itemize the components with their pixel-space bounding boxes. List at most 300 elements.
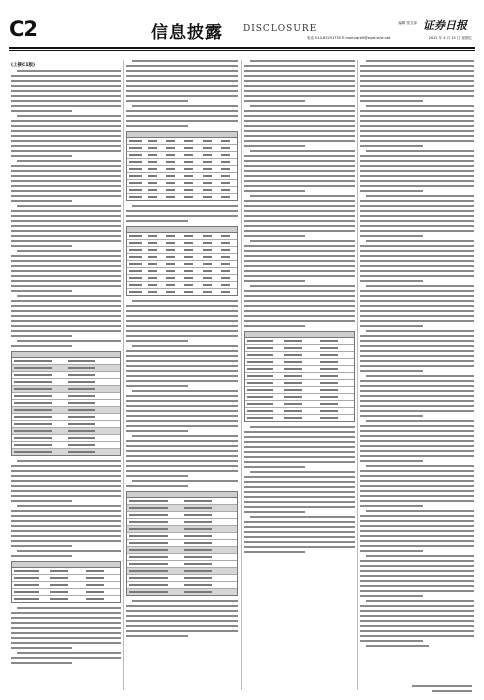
text-line <box>360 355 474 357</box>
text-line <box>366 60 474 62</box>
text-line <box>11 662 72 664</box>
table-row <box>127 138 237 145</box>
text-line <box>360 295 474 297</box>
table-row <box>127 145 237 152</box>
table-row <box>12 379 120 386</box>
table-cell <box>129 591 168 593</box>
text-line <box>126 485 188 487</box>
text-line <box>126 95 238 97</box>
table-cell <box>320 368 338 370</box>
table-cell <box>247 389 272 391</box>
text-line <box>11 105 121 107</box>
text-line <box>244 140 355 142</box>
text-line <box>244 190 305 192</box>
text-line <box>360 210 474 212</box>
table-cell <box>14 577 39 579</box>
text-line <box>360 390 474 392</box>
table-cell <box>284 403 302 405</box>
text-line <box>360 85 474 87</box>
table-cell <box>184 147 193 149</box>
text-line <box>244 310 355 312</box>
table-row <box>245 408 354 415</box>
text-line <box>11 170 121 172</box>
text-line <box>250 150 355 152</box>
text-line <box>17 550 121 552</box>
table-cell <box>320 361 338 363</box>
text-line <box>360 635 474 637</box>
text-line <box>17 250 121 252</box>
table-cell <box>14 360 52 362</box>
table-cell <box>247 396 272 398</box>
text-line <box>126 70 238 72</box>
text-line <box>244 200 355 202</box>
text-line <box>11 100 121 102</box>
table-cell <box>148 182 157 184</box>
editor-line: 编辑 张玉萍 <box>398 21 417 25</box>
text-line <box>126 605 238 607</box>
text-line <box>126 365 238 367</box>
text-line <box>11 140 121 142</box>
text-line <box>244 215 355 217</box>
text-line <box>126 90 238 92</box>
table-cell <box>68 374 95 376</box>
table-cell <box>14 584 39 586</box>
table-cell <box>166 249 175 251</box>
table-cell <box>129 277 142 279</box>
text-line <box>132 105 238 107</box>
text-line <box>360 565 474 567</box>
table-cell <box>203 189 212 191</box>
table-row <box>12 596 120 602</box>
table-cell <box>284 396 302 398</box>
table-row <box>127 282 237 289</box>
table-row <box>12 386 120 393</box>
newspaper-logo: 证券日报 <box>423 19 467 32</box>
table-cell <box>184 175 193 177</box>
table-cell <box>184 563 212 565</box>
text-line <box>250 471 355 473</box>
table-cell <box>166 277 175 279</box>
text-line <box>126 630 238 632</box>
table-cell <box>221 235 230 237</box>
text-line <box>17 115 121 117</box>
table-cell <box>86 598 104 600</box>
table-cell <box>221 263 230 265</box>
text-line <box>360 550 423 552</box>
text-line <box>11 310 121 312</box>
text-line <box>360 410 474 412</box>
text-block <box>11 70 121 347</box>
table-cell <box>184 284 193 286</box>
table-row <box>127 275 237 282</box>
table-cell <box>166 189 175 191</box>
text-line <box>11 95 121 97</box>
table-cell <box>221 147 230 149</box>
table-row <box>127 533 237 540</box>
table-cell <box>68 423 95 425</box>
text-line <box>244 165 355 167</box>
column-divider <box>241 60 242 690</box>
text-line <box>360 220 474 222</box>
table-cell <box>221 189 230 191</box>
table-cell <box>86 570 104 572</box>
table-row <box>127 540 237 547</box>
text-line <box>360 225 474 227</box>
text-line <box>11 200 72 202</box>
text-line <box>366 555 474 557</box>
text-line <box>360 260 474 262</box>
text-line <box>11 280 121 282</box>
text-line <box>11 195 121 197</box>
text-line <box>360 155 474 157</box>
table-row <box>12 449 120 455</box>
table-cell <box>221 196 230 198</box>
table-row <box>12 372 120 379</box>
table-cell <box>184 263 193 265</box>
text-line <box>11 330 121 332</box>
table-cell <box>284 417 302 419</box>
text-block <box>244 60 355 327</box>
text-line <box>126 355 238 357</box>
text-line <box>360 70 474 72</box>
text-line <box>126 120 238 122</box>
text-line <box>360 115 474 117</box>
table-cell <box>129 235 142 237</box>
table-cell <box>166 140 175 142</box>
table-cell <box>203 270 212 272</box>
table-cell <box>320 410 338 412</box>
table-row <box>127 498 237 505</box>
table-cell <box>148 256 157 258</box>
table-cell <box>14 381 52 383</box>
text-line <box>360 395 474 397</box>
table-row <box>12 589 120 596</box>
text-line <box>360 400 474 402</box>
table-cell <box>50 584 68 586</box>
text-line <box>126 100 188 102</box>
text-line <box>244 275 355 277</box>
text-line <box>11 245 72 247</box>
article-column-2 <box>126 60 238 640</box>
text-line <box>366 195 474 197</box>
text-line <box>360 495 474 497</box>
text-line <box>244 235 305 237</box>
text-line <box>360 520 474 522</box>
text-line <box>11 525 121 527</box>
text-line <box>360 545 474 547</box>
table-cell <box>129 528 168 530</box>
text-line <box>366 420 474 422</box>
table-cell <box>184 189 193 191</box>
text-line <box>11 510 121 512</box>
table-cell <box>129 500 168 502</box>
text-line <box>244 436 355 438</box>
text-line <box>250 105 355 107</box>
table-row <box>127 554 237 561</box>
text-line <box>244 135 355 137</box>
text-line <box>132 600 238 602</box>
text-line <box>360 590 474 592</box>
text-line <box>11 617 121 619</box>
text-line <box>360 605 474 607</box>
table-cell <box>166 284 175 286</box>
table-row <box>12 393 120 400</box>
table-cell <box>203 140 212 142</box>
text-line <box>360 440 474 442</box>
table-cell <box>320 382 338 384</box>
table-cell <box>203 235 212 237</box>
text-line <box>11 325 121 327</box>
text-line <box>11 632 121 634</box>
table-cell <box>68 409 95 411</box>
table-row <box>127 519 237 526</box>
table-cell <box>129 161 142 163</box>
text-line <box>360 205 474 207</box>
table-cell <box>284 347 302 349</box>
text-line <box>11 130 121 132</box>
table-row <box>127 187 237 194</box>
table-cell <box>148 235 157 237</box>
text-line <box>360 360 474 362</box>
table-cell <box>14 388 52 390</box>
text-line <box>244 305 355 307</box>
table-cell <box>284 361 302 363</box>
table-cell <box>320 417 338 419</box>
table-cell <box>320 375 338 377</box>
text-line <box>11 320 121 322</box>
table-cell <box>14 451 52 453</box>
table-cell <box>129 563 168 565</box>
table-cell <box>129 577 168 579</box>
text-line <box>126 215 238 217</box>
table-cell <box>129 514 168 516</box>
table-cell <box>68 402 95 404</box>
table-cell <box>247 354 272 356</box>
table-row <box>127 289 237 295</box>
text-line <box>126 615 238 617</box>
text-line <box>11 135 121 137</box>
table-cell <box>14 598 39 600</box>
text-line <box>360 265 474 267</box>
text-line <box>360 455 474 457</box>
table-cell <box>166 161 175 163</box>
text-line <box>360 340 474 342</box>
table-cell <box>129 535 168 537</box>
text-line <box>244 461 355 463</box>
text-line <box>360 320 474 322</box>
text-line <box>250 60 355 62</box>
table-row <box>127 561 237 568</box>
text-line <box>11 150 121 152</box>
section-subtitle: DISCLOSURE <box>243 24 318 34</box>
text-line <box>126 635 188 637</box>
text-line <box>126 465 238 467</box>
masthead <box>9 13 475 47</box>
text-line <box>360 470 474 472</box>
table-cell <box>320 389 338 391</box>
text-line <box>126 360 238 362</box>
table-cell <box>166 175 175 177</box>
text-line <box>11 80 121 82</box>
text-line <box>11 540 121 542</box>
text-line <box>126 395 238 397</box>
table-cell <box>203 242 212 244</box>
text-line <box>126 305 238 307</box>
text-line <box>360 500 474 502</box>
text-block <box>126 600 238 637</box>
data-table <box>11 561 121 603</box>
table-cell <box>148 140 157 142</box>
text-block <box>11 607 121 664</box>
table-cell <box>129 542 168 544</box>
text-line <box>244 75 355 77</box>
text-line <box>360 245 474 247</box>
text-line <box>244 506 355 508</box>
table-cell <box>203 182 212 184</box>
text-line <box>126 330 238 332</box>
text-line <box>250 240 355 242</box>
table-cell <box>221 277 230 279</box>
text-line <box>244 290 355 292</box>
text-line <box>360 570 474 572</box>
text-line <box>244 295 355 297</box>
text-line <box>360 170 474 172</box>
article-column-3 <box>244 60 355 556</box>
text-line <box>126 410 238 412</box>
text-line <box>126 400 238 402</box>
text-line <box>244 496 355 498</box>
text-line <box>126 380 238 382</box>
table-cell <box>129 549 168 551</box>
table-cell <box>184 235 193 237</box>
contact-line: 电话 010-83251730 E-mail:zqrb9@zqrb.sina.net <box>307 36 391 40</box>
text-line <box>244 170 355 172</box>
table-cell <box>284 340 302 342</box>
text-block <box>126 60 238 127</box>
text-line <box>360 95 474 97</box>
text-line <box>360 640 423 642</box>
text-line <box>360 505 423 507</box>
table-cell <box>129 168 142 170</box>
text-line <box>244 531 355 533</box>
text-line <box>11 500 72 502</box>
text-line <box>244 315 355 317</box>
text-line <box>244 446 355 448</box>
text-block <box>11 460 121 557</box>
text-line <box>366 600 474 602</box>
text-line <box>250 426 355 428</box>
text-line <box>11 125 121 127</box>
table-cell <box>148 175 157 177</box>
table-cell <box>184 277 193 279</box>
table-cell <box>86 584 104 586</box>
table-cell <box>129 263 142 265</box>
text-line <box>360 175 474 177</box>
text-line <box>360 135 474 137</box>
table-row <box>12 575 120 582</box>
text-line <box>126 335 238 337</box>
table-cell <box>203 249 212 251</box>
table-row <box>127 159 237 166</box>
text-line <box>366 330 474 332</box>
table-row <box>127 173 237 180</box>
text-line <box>11 520 121 522</box>
table-cell <box>148 291 157 293</box>
table-cell <box>184 556 212 558</box>
table-cell <box>148 161 157 163</box>
text-line <box>11 480 121 482</box>
text-line <box>360 100 423 102</box>
text-line <box>360 490 474 492</box>
text-line <box>11 485 121 487</box>
text-line <box>126 620 238 622</box>
text-line <box>126 405 238 407</box>
text-line <box>11 275 121 277</box>
text-line <box>360 350 474 352</box>
text-line <box>244 225 355 227</box>
table-cell <box>129 196 142 198</box>
table-row <box>127 166 237 173</box>
text-line <box>360 300 474 302</box>
table-cell <box>129 175 142 177</box>
table-cell <box>184 249 193 251</box>
table-cell <box>68 388 95 390</box>
text-line <box>11 165 121 167</box>
text-line <box>11 535 121 537</box>
table-cell <box>247 417 272 419</box>
text-line <box>360 610 474 612</box>
table-row <box>245 338 354 345</box>
text-line <box>11 515 121 517</box>
table-cell <box>221 182 230 184</box>
text-line <box>244 320 355 322</box>
table-row <box>127 268 237 275</box>
table-row <box>12 414 120 421</box>
text-line <box>11 335 72 337</box>
text-line <box>360 275 474 277</box>
masthead-rule-thin <box>9 50 475 51</box>
text-line <box>17 505 121 507</box>
table-cell <box>68 360 95 362</box>
table-cell <box>203 263 212 265</box>
text-line <box>126 65 238 67</box>
table-cell <box>203 161 212 163</box>
text-line <box>244 145 305 147</box>
table-cell <box>129 284 142 286</box>
table-cell <box>129 147 142 149</box>
table-cell <box>184 591 212 593</box>
table-cell <box>184 182 193 184</box>
table-cell <box>129 189 142 191</box>
table-cell <box>184 270 193 272</box>
text-line <box>366 375 474 377</box>
text-line <box>360 215 474 217</box>
text-line <box>132 480 238 482</box>
text-line <box>244 491 355 493</box>
text-line <box>360 525 474 527</box>
table-cell <box>320 396 338 398</box>
text-line <box>126 75 238 77</box>
table-cell <box>148 249 157 251</box>
text-line <box>360 460 423 462</box>
text-line <box>360 125 474 127</box>
table-cell <box>320 354 338 356</box>
text-line <box>360 250 474 252</box>
text-line <box>11 260 121 262</box>
text-line <box>11 495 121 497</box>
text-line <box>360 110 474 112</box>
text-line <box>11 285 121 287</box>
